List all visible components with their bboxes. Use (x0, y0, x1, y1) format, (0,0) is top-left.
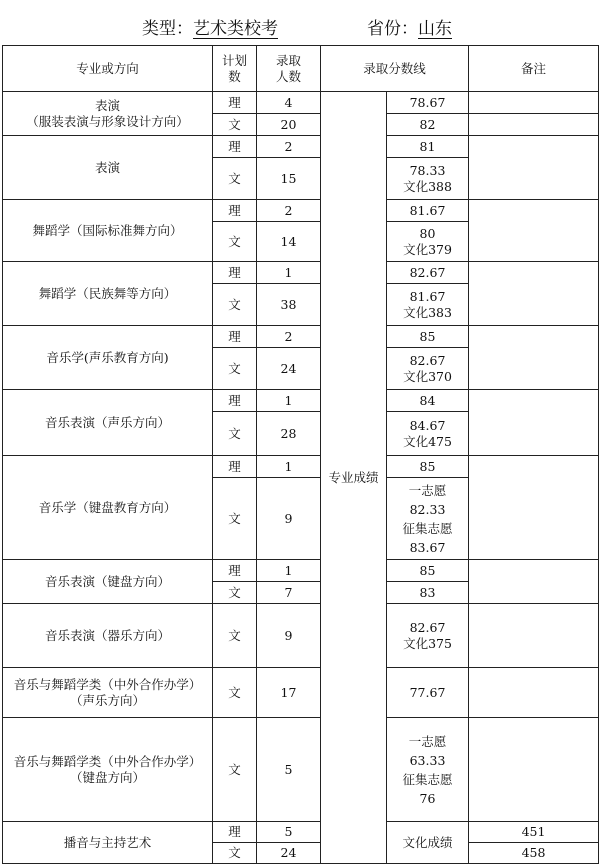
score-cell: 85 (387, 326, 469, 348)
count-cell: 5 (257, 718, 321, 822)
major-cell: 音乐学(声乐教育方向) (3, 326, 213, 390)
count-cell: 4 (257, 92, 321, 114)
table-row (3, 390, 599, 412)
major-cell: 音乐表演（键盘方向） (3, 560, 213, 604)
note-cell (469, 456, 599, 560)
subject-cell: 文 (213, 348, 257, 390)
province-field (367, 14, 452, 39)
note-cell (469, 668, 599, 718)
subject-cell: 文 (213, 284, 257, 326)
subject-cell: 文 (213, 478, 257, 560)
note-cell (469, 136, 599, 200)
type-field (142, 14, 278, 39)
col-header-score: 录取分数线 (321, 46, 469, 92)
count-cell: 38 (257, 284, 321, 326)
table-row (3, 262, 599, 284)
subject-cell: 文 (213, 114, 257, 136)
col-header-admitted: 录取 人数 (257, 46, 321, 92)
score-cell: 81.67 文化383 (387, 284, 469, 326)
count-cell: 9 (257, 478, 321, 560)
subject-cell: 理 (213, 262, 257, 284)
score-cell: 81.67 (387, 200, 469, 222)
score-type-cell: 专业成绩 (321, 92, 387, 864)
score-cell: 85 (387, 560, 469, 582)
note-cell (469, 604, 599, 668)
score-cell: 84 (387, 390, 469, 412)
table-row (3, 456, 599, 478)
note-cell (469, 200, 599, 262)
subject-cell: 文 (213, 843, 257, 864)
major-cell: 舞蹈学（民族舞等方向） (3, 262, 213, 326)
count-cell: 24 (257, 843, 321, 864)
major-cell: 舞蹈学（国际标准舞方向） (3, 200, 213, 262)
subject-cell: 理 (213, 456, 257, 478)
score-cell: 82 (387, 114, 469, 136)
count-cell: 9 (257, 604, 321, 668)
major-cell: 表演 （服装表演与形象设计方向） (3, 92, 213, 136)
document-header (0, 14, 600, 42)
major-cell: 音乐学（键盘教育方向） (3, 456, 213, 560)
count-cell: 1 (257, 262, 321, 284)
type-value: 艺术类校考 (193, 19, 278, 39)
subject-cell: 文 (213, 668, 257, 718)
subject-cell: 理 (213, 136, 257, 158)
province-label: 省份： (367, 19, 418, 39)
note-cell (469, 390, 599, 456)
type-label: 类型： (142, 19, 193, 39)
table-row (3, 200, 599, 222)
note-cell (469, 114, 599, 136)
score-cell: 83 (387, 582, 469, 604)
score-cell: 80 文化379 (387, 222, 469, 262)
col-header-plan: 计划 数 (213, 46, 257, 92)
col-header-note: 备注 (469, 46, 599, 92)
count-cell: 2 (257, 326, 321, 348)
subject-cell: 理 (213, 560, 257, 582)
table-row (3, 604, 599, 668)
count-cell: 28 (257, 412, 321, 456)
count-cell: 20 (257, 114, 321, 136)
major-cell: 音乐表演（声乐方向） (3, 390, 213, 456)
score-cell: 78.33 文化388 (387, 158, 469, 200)
table-row (3, 136, 599, 158)
table-row (3, 668, 599, 718)
note-cell (469, 560, 599, 604)
major-cell: 音乐与舞蹈学类（中外合作办学） （声乐方向） (3, 668, 213, 718)
subject-cell: 文 (213, 604, 257, 668)
subject-cell: 文 (213, 412, 257, 456)
major-cell: 播音与主持艺术 (3, 822, 213, 864)
count-cell: 1 (257, 390, 321, 412)
score-cell: 81 (387, 136, 469, 158)
table-row (3, 326, 599, 348)
note-cell (469, 326, 599, 390)
major-cell: 表演 (3, 136, 213, 200)
count-cell: 7 (257, 582, 321, 604)
score-cell: 451 (469, 822, 599, 843)
province-value: 山东 (418, 19, 452, 39)
table-row (3, 718, 599, 822)
score-cell: 一志愿 82.33 征集志愿 83.67 (387, 478, 469, 560)
note-cell (469, 92, 599, 114)
score-cell: 77.67 (387, 668, 469, 718)
note-cell (469, 718, 599, 822)
count-cell: 1 (257, 560, 321, 582)
subject-cell: 文 (213, 718, 257, 822)
note-cell (469, 262, 599, 326)
admission-score-table (2, 45, 599, 864)
major-cell: 音乐与舞蹈学类（中外合作办学） （键盘方向） (3, 718, 213, 822)
count-cell: 5 (257, 822, 321, 843)
count-cell: 14 (257, 222, 321, 262)
subject-cell: 理 (213, 92, 257, 114)
score-cell: 82.67 文化375 (387, 604, 469, 668)
count-cell: 1 (257, 456, 321, 478)
score-cell: 78.67 (387, 92, 469, 114)
subject-cell: 理 (213, 822, 257, 843)
subject-cell: 理 (213, 200, 257, 222)
subject-cell: 文 (213, 222, 257, 262)
score-cell: 一志愿 63.33 征集志愿 76 (387, 718, 469, 822)
table-row (3, 92, 599, 114)
subject-cell: 理 (213, 326, 257, 348)
table-header-row (3, 46, 599, 92)
subject-cell: 文 (213, 582, 257, 604)
table-row (3, 822, 599, 843)
score-cell: 82.67 文化370 (387, 348, 469, 390)
major-cell: 音乐表演（器乐方向） (3, 604, 213, 668)
count-cell: 15 (257, 158, 321, 200)
subject-cell: 理 (213, 390, 257, 412)
table-row (3, 560, 599, 582)
score-cell: 84.67 文化475 (387, 412, 469, 456)
count-cell: 2 (257, 200, 321, 222)
score-cell: 85 (387, 456, 469, 478)
score-cell: 458 (469, 843, 599, 864)
count-cell: 2 (257, 136, 321, 158)
count-cell: 17 (257, 668, 321, 718)
col-header-major: 专业或方向 (3, 46, 213, 92)
count-cell: 24 (257, 348, 321, 390)
subject-cell: 文 (213, 158, 257, 200)
score-cell: 82.67 (387, 262, 469, 284)
score-type-cell: 文化成绩 (387, 822, 469, 864)
